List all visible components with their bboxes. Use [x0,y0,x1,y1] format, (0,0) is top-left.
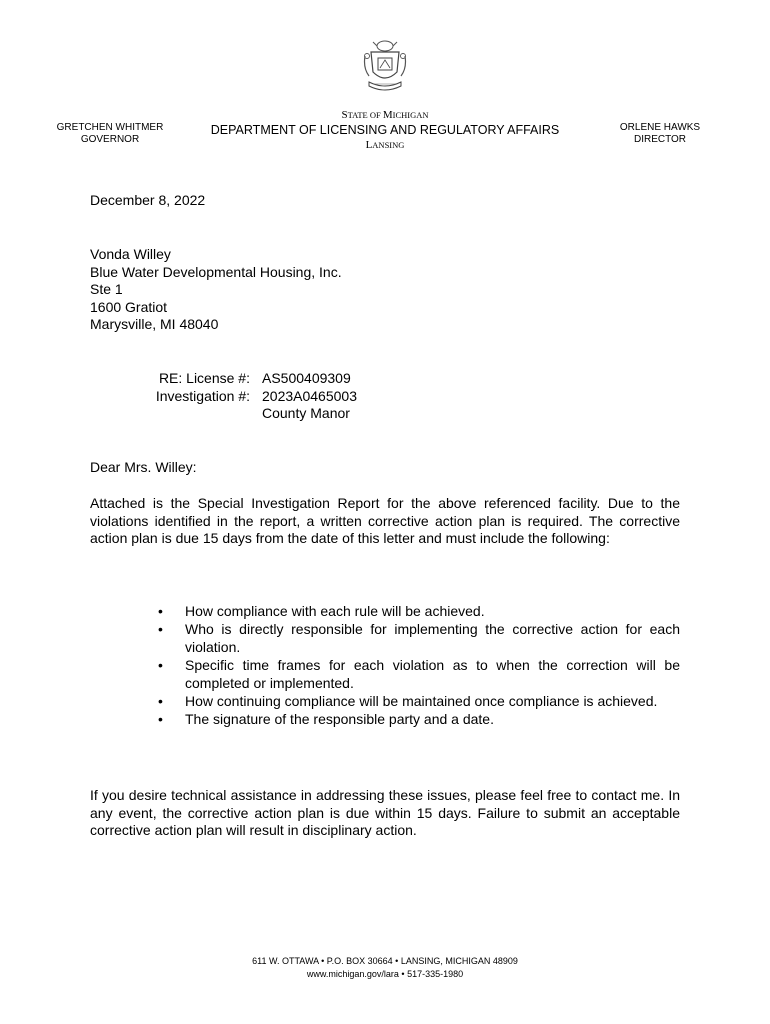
governor-name: GRETCHEN WHITMER [56,122,164,133]
director-title: DIRECTOR [633,134,687,145]
intro-paragraph: Attached is the Special Investigation Report for the above referenced facility. Due to the violations identified in the report, a written corrective action plan is required. The corrective action plan is due 15 days from the date of this letter and must include the following: [90,495,680,546]
investigation-number: 2023A0465003 [262,387,357,404]
director-block [606,122,714,146]
list-item: • The signature of the responsible party and a date. [158,710,680,728]
state-line: STATE OF MICHIGAN [341,109,429,121]
reference-block [90,370,357,423]
salutation: Dear Mrs. Willey: [90,459,197,475]
city-line: LANSING [365,139,405,151]
governor-block [50,122,170,146]
investigation-label: Investigation #: [155,387,250,404]
requirements-list [158,602,680,728]
recipient-address [90,246,680,334]
closing-paragraph: If you desire technical assistance in addressing these issues, please feel free to contact me. In any event, the corrective action plan is due within 15 days. Failure to submit an acceptable corrective action plan will result in disciplinary action. [90,787,680,838]
list-item: • Who is directly responsible for implementing the corrective action for each violation. [158,620,680,656]
footer [0,955,770,981]
license-label: RE: License #: [158,370,250,386]
facility-name: County Manor [262,405,350,421]
list-item: • How compliance with each rule will be achieved. [158,602,680,620]
governor-title: GOVERNOR [80,134,140,145]
recipient-organization: Blue Water Developmental Housing, Inc. [90,263,342,280]
recipient-line1: Ste 1 [90,281,123,297]
recipient-line2: 1600 Gratiot [90,298,168,315]
recipient-city: Marysville, MI 48040 [90,316,219,332]
director-name: ORLENE HAWKS [619,122,701,133]
license-number: AS500409309 [262,370,351,386]
letter-date: December 8, 2022 [90,192,206,208]
list-item: • How continuing compliance will be maintained once compliance is achieved. [158,692,680,710]
footer-address: 611 W. OTTAWA • P.O. BOX 30664 • LANSING, MICHIGAN 48909 [252,956,518,966]
department-name: DEPARTMENT OF LICENSING AND REGULATORY AFFAIRS [210,123,560,137]
department-header [195,109,575,152]
list-item: • Specific time frames for each violation as to when the correction will be completed or implemented. [158,656,680,692]
recipient-name: Vonda Willey [90,246,171,262]
michigan-state-seal-icon [361,38,409,94]
footer-contact: www.michigan.gov/lara • 517-335-1980 [306,969,464,979]
